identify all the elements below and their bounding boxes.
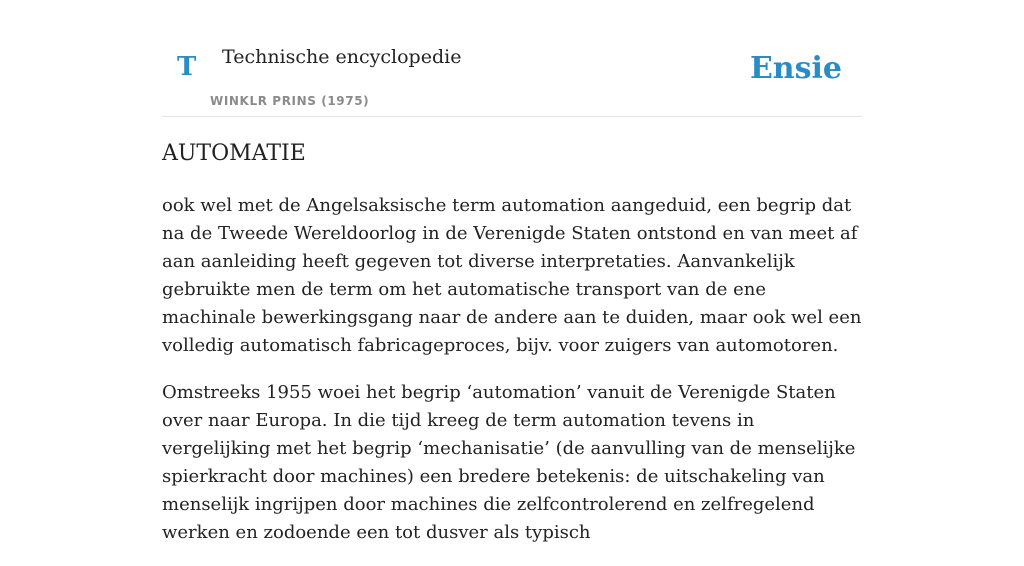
encyclopedia-logo[interactable]: T xyxy=(177,52,197,82)
encyclopedia-title[interactable]: Technische encyclopedie xyxy=(222,46,462,68)
article-paragraph: Omstreeks 1955 woei het begrip ‘automation’ vanuit de Verenigde Staten over naar Europa. In die tijd kreeg de term automation tevens in vergelijking met het begrip ‘mechanisatie’ (de aanvulling van de menselijke spierkracht door machines) een bredere betekenis: de uitschakeling van menselijk ingrijpen door machines die zelfcontrolerend en zelfregelend werken en zodoende een tot dusver als typisch xyxy=(162,382,856,543)
source-label: WINKLR PRINS (1975) xyxy=(210,94,370,108)
site-header xyxy=(162,0,862,117)
ensie-logo-link[interactable]: Ensie xyxy=(749,51,842,86)
article-body xyxy=(162,192,862,566)
article-paragraph: ook wel met de Angelsaksische term automation aangeduid, een begrip dat na de Tweede Wereldoorlog in de Verenigde Staten ontstond en van meet af aan aanleiding heeft gegeven tot diverse interpretaties. Aanvankelijk gebruikte men de term om het automatische transport van de ene machinale bewerkingsgang naar de andere aan te duiden, maar ook wel een volledig automatisch fabricageproces, bijv. voor zuigers van automotoren. xyxy=(162,195,862,356)
article-headword: AUTOMATIE xyxy=(162,141,306,166)
